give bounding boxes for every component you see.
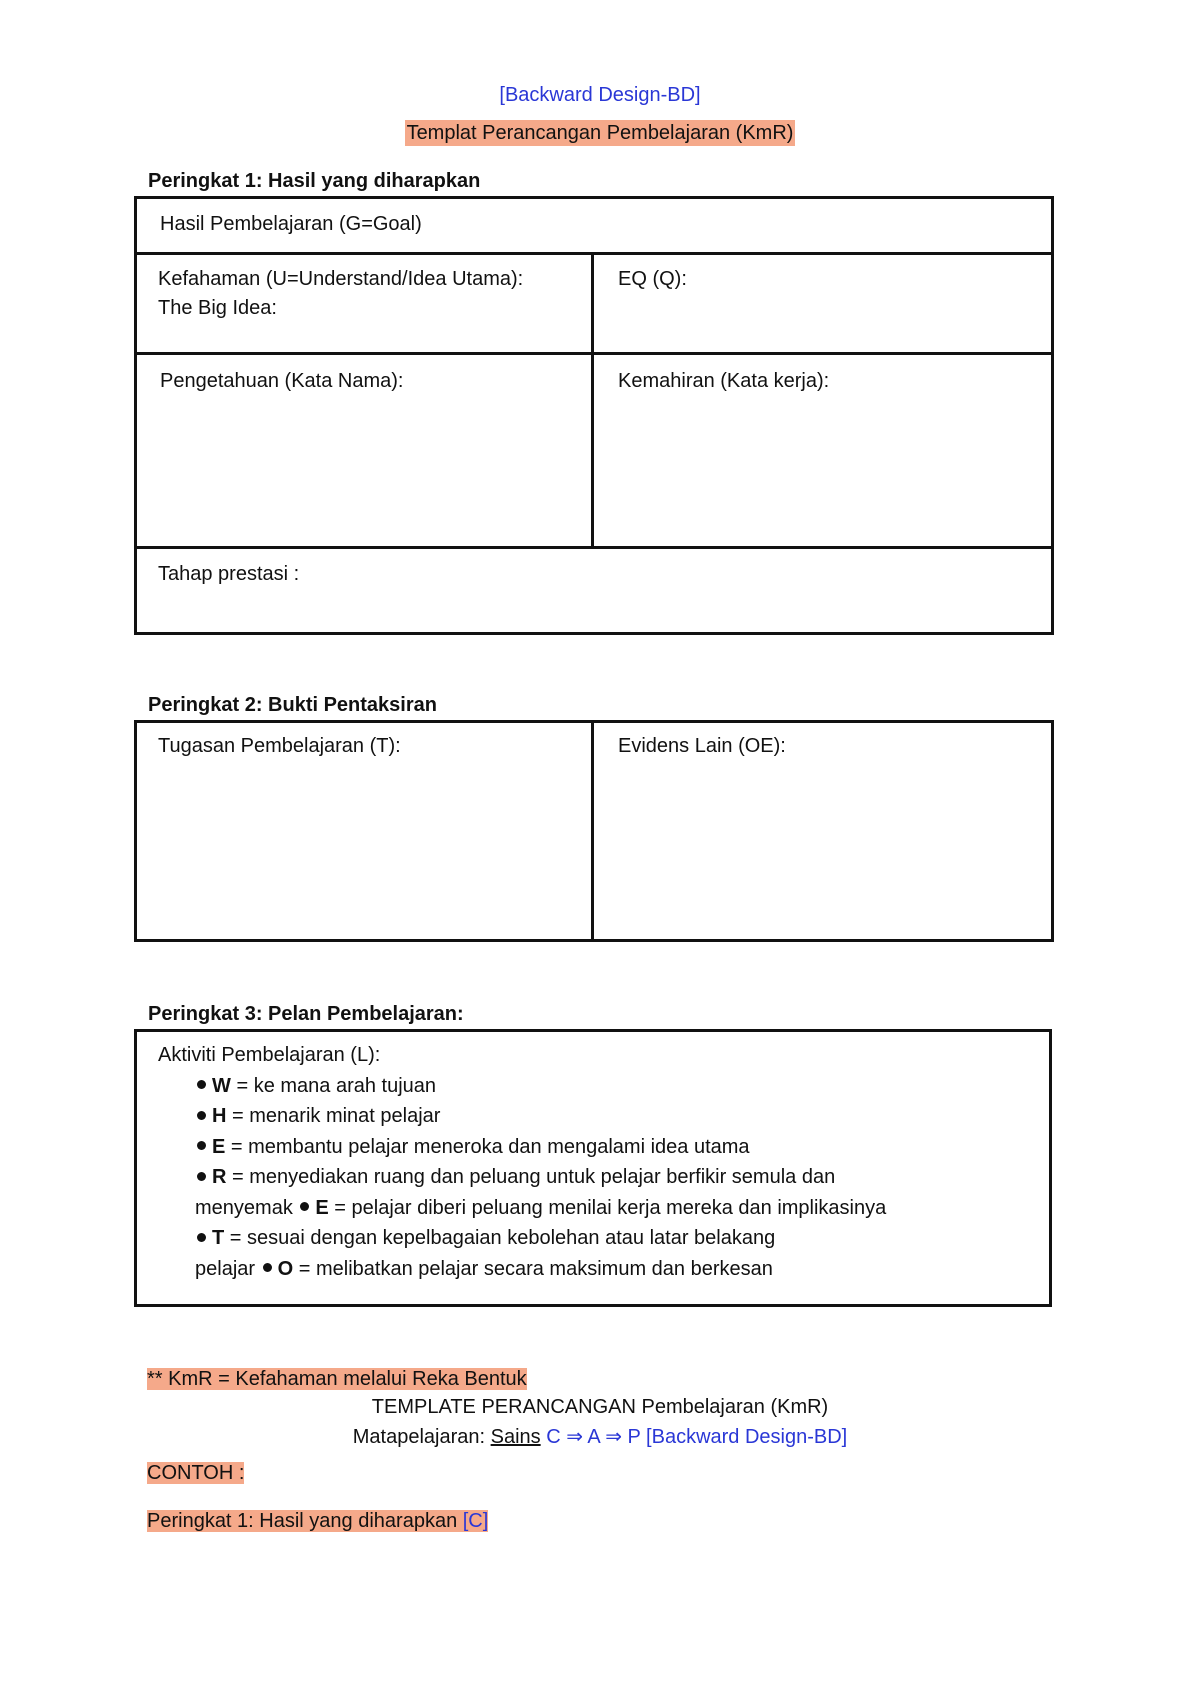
list-item-r: R = menyediakan ruang dan peluang untuk pelajar berfikir semula dan [158, 1162, 978, 1193]
bullet-icon [197, 1172, 206, 1181]
understand-cell-label [158, 265, 523, 323]
bullet-icon [197, 1141, 206, 1150]
list-item-t: T = sesuai dengan kepelbagaian kebolehan atau latar belakang [158, 1223, 978, 1254]
kmr-note-text: ** KmR = Kefahaman melalui Reka Bentuk [147, 1368, 527, 1390]
example-level1-tag: [C] [462, 1510, 489, 1532]
list-item-e2: menyemak E = pelajar diberi peluang menilai kerja mereka dan implikasinya [195, 1196, 887, 1219]
example-level1-label: Peringkat 1: Hasil yang diharapkan [147, 1510, 458, 1532]
bullet-icon [263, 1263, 272, 1272]
list-item-w: W = ke mana arah tujuan [158, 1071, 978, 1102]
activities-label: Aktiviti Pembelajaran (L): [158, 1044, 381, 1066]
bullet-icon [300, 1202, 309, 1211]
understand-line-2: The Big Idea: [158, 297, 277, 319]
activities-list [158, 1040, 978, 1284]
understand-line-1: Kefahaman (U=Understand/Idea Utama): [158, 268, 524, 290]
document-title [0, 122, 1200, 145]
example-level1-heading [147, 1510, 488, 1533]
level1-divider-2 [134, 352, 1054, 355]
tasks-cell-label: Tugasan Pembelajaran (T): [158, 735, 401, 757]
example-label-text: CONTOH : [147, 1462, 245, 1484]
subject-line [0, 1424, 1200, 1449]
eq-cell-label: EQ (Q): [618, 268, 687, 290]
list-item-o: pelajar O = melibatkan pelajar secara maksimum dan berkesan [195, 1257, 773, 1280]
level1-divider-3 [134, 546, 1054, 549]
bullet-icon [197, 1111, 206, 1120]
level2-column-divider [591, 720, 594, 942]
level1-heading: Peringkat 1: Hasil yang diharapkan [148, 170, 481, 192]
document-title-text: Templat Perancangan Pembelajaran (KmR) [406, 122, 794, 144]
document-subtitle: [Backward Design-BD] [499, 84, 701, 106]
level1-divider-1 [134, 252, 1054, 255]
achievement-cell-label: Tahap prestasi : [158, 563, 300, 585]
level3-heading: Peringkat 3: Pelan Pembelajaran: [148, 1003, 464, 1025]
goal-cell-label: Hasil Pembelajaran (G=Goal) [160, 213, 422, 235]
evidence-cell-label: Evidens Lain (OE): [618, 735, 786, 757]
subject-label: Matapelajaran: [352, 1426, 486, 1448]
knowledge-cell-label: Pengetahuan (Kata Nama): [160, 370, 404, 392]
example-label [147, 1462, 244, 1485]
kmr-note [147, 1368, 527, 1391]
bullet-icon [197, 1080, 206, 1089]
list-item-h: H = menarik minat pelajar [158, 1101, 978, 1132]
subject-value: Sains [490, 1426, 541, 1448]
list-item-e1: E = membantu pelajar meneroka dan mengalami idea utama [158, 1132, 978, 1163]
skills-cell-label: Kemahiran (Kata kerja): [618, 370, 830, 392]
level1-column-divider [591, 252, 594, 549]
template-title: TEMPLATE PERANCANGAN Pembelajaran (KmR) [371, 1396, 829, 1418]
subject-flow: C ⇒ A ⇒ P [Backward Design-BD] [546, 1426, 848, 1448]
level2-heading: Peringkat 2: Bukti Pentaksiran [148, 694, 437, 716]
bullet-icon [197, 1233, 206, 1242]
